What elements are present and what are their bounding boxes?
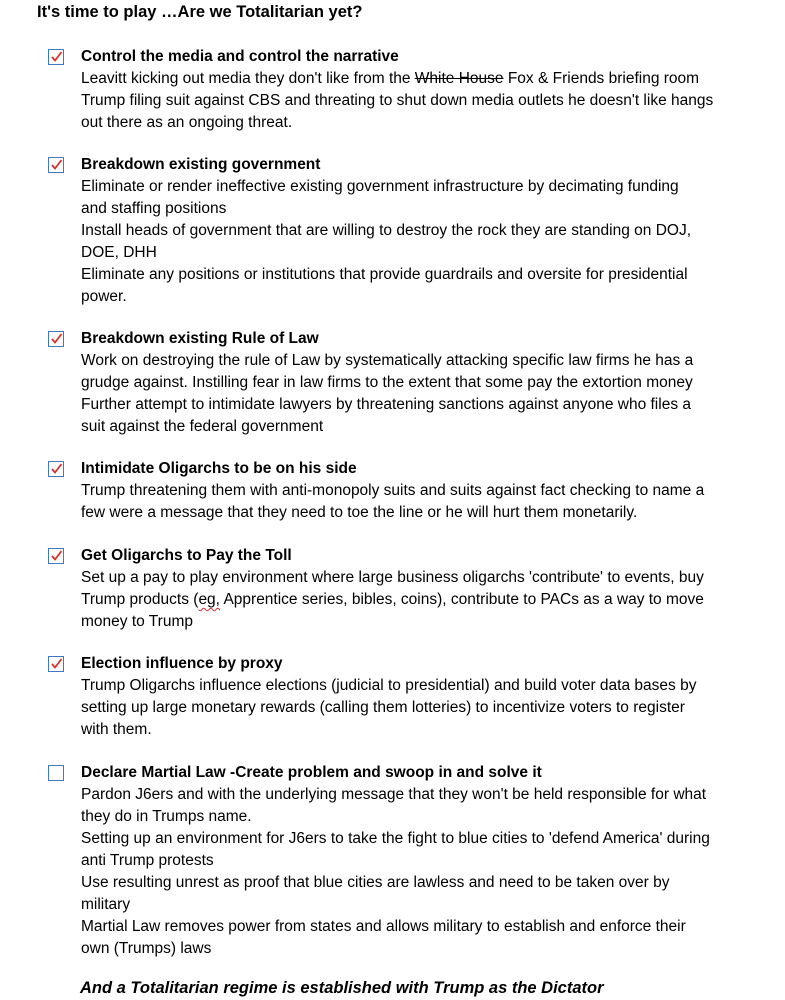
- conclusion-text: And a Totalitarian regime is established with Trump as the Dictator: [80, 979, 604, 997]
- item-line: Trump Oligarchs influence elections (judicial to presidential) and build voter data bases by: [81, 677, 697, 694]
- checkmark-icon: [50, 332, 63, 345]
- checkbox-checked[interactable]: [48, 157, 64, 173]
- item-line: few were a message that they need to toe the line or he will hurt them monetarily.: [81, 504, 638, 521]
- item-heading: Get Oligarchs to Pay the Toll: [81, 547, 292, 564]
- item-heading: Breakdown existing government: [81, 156, 321, 173]
- line-text: Trump products (: [81, 591, 199, 608]
- checkmark-icon: [50, 657, 63, 670]
- item-heading: Control the media and control the narrative: [81, 48, 399, 65]
- item-line: [81, 589, 704, 611]
- line-text: Apprentice series, bibles, coins), contribute to PACs as a way to move: [220, 591, 704, 608]
- checkbox-checked[interactable]: [48, 331, 64, 347]
- checkmark-icon: [50, 549, 63, 562]
- item-heading: Breakdown existing Rule of Law: [81, 330, 319, 347]
- item-line: Pardon J6ers and with the underlying message that they won't be held responsible for what: [81, 786, 707, 803]
- item-line: out there as an ongoing threat.: [81, 114, 293, 131]
- item-line: suit against the federal government: [81, 418, 324, 435]
- checkbox-checked[interactable]: [48, 461, 64, 477]
- item-line: Eliminate or render ineffective existing government infrastructure by decimating funding: [81, 178, 679, 195]
- item-line: and staffing positions: [81, 200, 227, 217]
- item-line: own (Trumps) laws: [81, 940, 212, 957]
- item-line: DOE, DHH: [81, 244, 157, 261]
- item-heading: Election influence by proxy: [81, 655, 283, 672]
- line-text: Leavitt kicking out media they don't like from the: [81, 70, 415, 87]
- item-heading: Intimidate Oligarchs to be on his side: [81, 460, 357, 477]
- line-text: Fox & Friends briefing room: [503, 70, 700, 87]
- item-heading: Declare Martial Law -Create problem and swoop in and solve it: [81, 764, 542, 781]
- empty-checkbox-icon[interactable]: [48, 765, 64, 781]
- checkmark-icon: [50, 50, 63, 63]
- item-line: grudge against. Instilling fear in law firms to the extent that some pay the extortion money: [81, 374, 693, 391]
- checkmark-icon: [50, 462, 63, 475]
- item-line: Work on destroying the rule of Law by systematically attacking specific law firms he has a: [81, 352, 694, 369]
- item-line: power.: [81, 288, 127, 305]
- item-line: Further attempt to intimidate lawyers by threatening sanctions against anyone who files a: [81, 396, 691, 413]
- item-line: Set up a pay to play environment where large business oligarchs 'contribute' to events, buy: [81, 569, 704, 586]
- item-line: Martial Law removes power from states and allows military to establish and enforce their: [81, 918, 686, 935]
- item-line: Trump filing suit against CBS and threating to shut down media outlets he doesn't like hangs: [81, 92, 714, 109]
- item-line: Install heads of government that are willing to destroy the rock they are standing on DOJ,: [81, 222, 691, 239]
- item-line: Trump threatening them with anti-monopoly suits and suits against fact checking to name a: [81, 482, 705, 499]
- item-line: money to Trump: [81, 613, 193, 630]
- checkbox-checked[interactable]: [48, 548, 64, 564]
- item-line: anti Trump protests: [81, 852, 214, 869]
- struck-text: White House: [414, 70, 504, 87]
- page-title: It's time to play …Are we Totalitarian yet?: [37, 3, 363, 21]
- checkbox-checked[interactable]: [48, 656, 64, 672]
- item-line: military: [81, 896, 131, 913]
- item-line: [81, 68, 699, 90]
- item-line: Eliminate any positions or institutions that provide guardrails and oversite for presidential: [81, 266, 688, 283]
- item-line: Setting up an environment for J6ers to take the fight to blue cities to 'defend America' during: [81, 830, 710, 847]
- item-line: Use resulting unrest as proof that blue cities are lawless and need to be taken over by: [81, 874, 670, 891]
- item-line: they do in Trumps name.: [81, 808, 252, 825]
- item-line: with them.: [81, 721, 152, 738]
- spellcheck-flagged-word: eg,: [198, 591, 220, 608]
- item-line: setting up large monetary rewards (calling them lotteries) to incentivize voters to register: [81, 699, 685, 716]
- checkmark-icon: [50, 158, 63, 171]
- checkbox-checked[interactable]: [48, 49, 64, 65]
